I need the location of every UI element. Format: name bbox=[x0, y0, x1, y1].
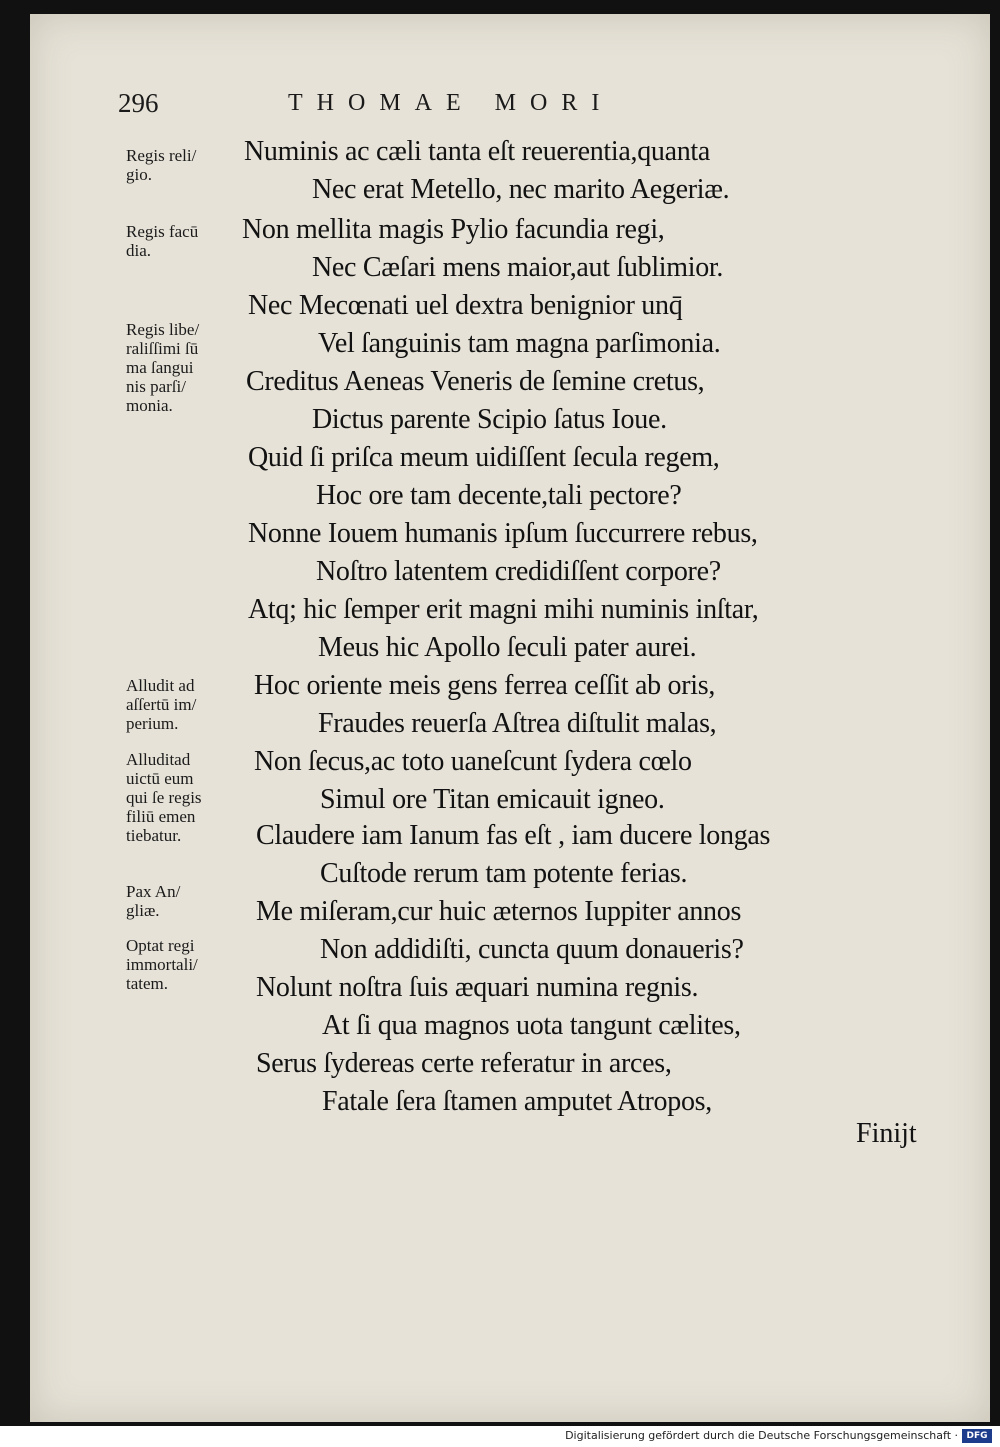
side-note: Pax An/ gliæ. bbox=[126, 882, 181, 920]
verse-line: Vel ſanguinis tam magna parſimonia. bbox=[318, 328, 721, 359]
running-title: THOMAE MORI bbox=[288, 90, 614, 116]
verse-line: Hoc oriente meis gens ferrea ceſſit ab oris, bbox=[254, 670, 716, 701]
verse-line: Nolunt noſtra ſuis æquari numina regnis. bbox=[256, 972, 699, 1003]
side-note: Alluditad uictū eum qui ſe regis filiū emen tiebatur. bbox=[126, 750, 202, 845]
verse-line: Noſtro latentem credidiſſent corpore? bbox=[316, 556, 721, 587]
verse-line: Claudere iam Ianum fas eſt , iam ducere longas bbox=[256, 820, 771, 851]
verse-line: Me miſeram,cur huic æternos Iuppiter annos bbox=[256, 896, 742, 927]
side-note: Regis facū dia. bbox=[126, 222, 199, 260]
side-note: Regis libe/ raliſſimi ſū ma ſangui nis parſi/ monia. bbox=[126, 320, 200, 415]
side-note: Optat regi immortali/ tatem. bbox=[126, 936, 198, 993]
verse-line: Non ſecus,ac toto uaneſcunt ſydera cœlo bbox=[254, 746, 692, 777]
verse-line: Dictus parente Scipio ſatus Ioue. bbox=[312, 404, 667, 435]
verse-line: Fraudes reuerſa Aſtrea diſtulit malas, bbox=[318, 708, 717, 739]
verse-line: Nec erat Metello, nec marito Aegeriæ. bbox=[312, 174, 730, 205]
verse-line: Non mellita magis Pylio facundia regi, bbox=[242, 214, 665, 245]
funding-credit: Digitalisierung gefördert durch die Deutsche Forschungsgemeinschaft · bbox=[565, 1429, 958, 1442]
page-header bbox=[118, 88, 828, 124]
verse-line: Hoc ore tam decente,tali pectore? bbox=[316, 480, 682, 511]
verse-line: Fatale ſera ſtamen amputet Atropos, bbox=[322, 1086, 712, 1117]
verse-line: Creditus Aeneas Veneris de ſemine cretus, bbox=[246, 366, 705, 397]
side-note: Alludit ad aſſertū im/ perium. bbox=[126, 676, 197, 733]
verse-line: At ſi qua magnos uota tangunt cælites, bbox=[322, 1010, 741, 1041]
verse-line: Numinis ac cæli tanta eſt reuerentia,quanta bbox=[244, 136, 711, 167]
verse-line: Simul ore Titan emicauit igneo. bbox=[320, 784, 665, 815]
verse-line: Nonne Iouem humanis ipſum ſuccurrere rebus, bbox=[248, 518, 758, 549]
digitization-footer bbox=[0, 1426, 1000, 1447]
verse-line: Meus hic Apollo ſeculi pater aurei. bbox=[318, 632, 697, 663]
page-number: 296 bbox=[118, 88, 159, 118]
side-note: Regis reli/ gio. bbox=[126, 146, 197, 184]
verse-line: Cuſtode rerum tam potente ferias. bbox=[320, 858, 688, 889]
catchword: Finijt bbox=[856, 1118, 917, 1149]
verse-line: Nec Cæſari mens maior,aut ſublimior. bbox=[312, 252, 724, 283]
verse-line: Non addidiſti, cuncta quum donaueris? bbox=[320, 934, 744, 965]
bleed-through-shadow bbox=[898, 144, 988, 1144]
dfg-logo[interactable]: DFG bbox=[962, 1429, 992, 1443]
verse-line: Atq; hic ſemper erit magni mihi numinis inſtar, bbox=[248, 594, 759, 625]
verse-line: Serus ſydereas certe referatur in arces, bbox=[256, 1048, 672, 1079]
verse-line: Quid ſi priſca meum uidiſſent ſecula regem, bbox=[248, 442, 720, 473]
verse-line: Nec Mecœnati uel dextra benignior unq̄ bbox=[248, 290, 683, 321]
